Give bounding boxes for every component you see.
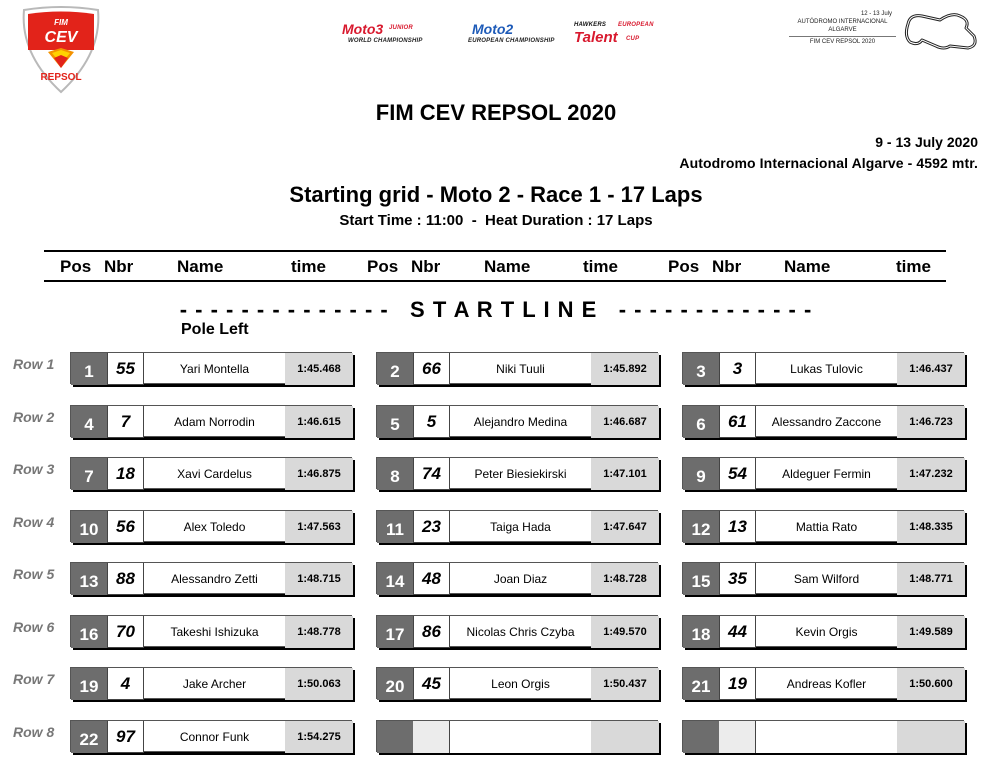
grid-position: 6 (683, 406, 719, 438)
rider-name: Jake Archer (182, 677, 247, 691)
grid-position: 21 (683, 668, 719, 700)
logo-cev-text: CEV (44, 29, 78, 46)
grid-position (683, 721, 719, 753)
col-header-pos-2: Pos (367, 257, 399, 276)
rider-name: Peter Biesiekirski (474, 467, 567, 481)
grid-slot (70, 667, 352, 699)
rider-number: 35 (719, 563, 756, 595)
grid-slot (376, 352, 658, 384)
slot-face (682, 405, 964, 437)
rider-name: Yari Montella (179, 362, 250, 376)
qualifying-time: 1:46.687 (591, 406, 659, 438)
rider-number: 45 (413, 668, 450, 700)
talent-logo-word: Talent (574, 29, 618, 46)
grid-position: 11 (377, 511, 413, 543)
row-label: Row 4 (13, 514, 55, 530)
rider-name: Alejandro Medina (473, 415, 568, 429)
grid-slot-empty (376, 720, 658, 752)
rider-number: 66 (413, 353, 450, 385)
column-header-row (44, 250, 946, 282)
rider-name: Alex Toledo (183, 520, 246, 534)
row-label: Row 2 (13, 409, 55, 425)
rider-name: Takeshi Ishizuka (170, 625, 259, 639)
talent-logo-top-right: EUROPEAN (618, 22, 654, 28)
event-dates: 9 - 13 July 2020 (875, 134, 978, 150)
rider-number: 3 (719, 353, 756, 385)
grid-slot (682, 667, 964, 699)
grid-position: 22 (71, 721, 107, 753)
rider-number: 7 (107, 406, 144, 438)
rider-name: Alessandro Zaccone (771, 415, 882, 429)
rider-number: 23 (413, 511, 450, 543)
rider-name: Nicolas Chris Czyba (466, 625, 575, 639)
logo-repsol-text: REPSOL (40, 72, 82, 83)
rider-name: Aldeguer Fermin (782, 467, 871, 481)
grid-slot (70, 615, 352, 647)
grid-position: 14 (377, 563, 413, 595)
slot-face (682, 615, 964, 647)
slot-face (70, 352, 352, 384)
rider-name: Joan Diaz (493, 572, 548, 586)
qualifying-time: 1:49.589 (897, 616, 965, 648)
qualifying-time: 1:47.647 (591, 511, 659, 543)
qualifying-time (897, 721, 965, 753)
grid-position: 20 (377, 668, 413, 700)
slot-face (682, 352, 964, 384)
col-header-nbr-3: Nbr (712, 257, 742, 276)
talent-logo-top-left: HAWKERS (574, 22, 607, 28)
col-header-name-3: Name (784, 257, 831, 276)
grid-slot (376, 405, 658, 437)
grid-slot (682, 615, 964, 647)
row-label: Row 7 (13, 671, 55, 687)
grid-slot (70, 720, 352, 752)
rider-number: 44 (719, 616, 756, 648)
slot-face (70, 667, 352, 699)
qualifying-time: 1:48.771 (897, 563, 965, 595)
grid-position: 18 (683, 616, 719, 648)
moto2-logo (468, 22, 564, 48)
qualifying-time: 1:47.101 (591, 458, 659, 490)
slot-face (682, 510, 964, 542)
slot-face (376, 562, 658, 594)
grid-position: 16 (71, 616, 107, 648)
row-label: Row 5 (13, 566, 55, 582)
col-header-name-1: Name (177, 257, 224, 276)
slot-face (70, 405, 352, 437)
col-header-name-2: Name (484, 257, 531, 276)
grid-position: 19 (71, 668, 107, 700)
slot-face (376, 510, 658, 542)
grid-slot-empty (682, 720, 964, 752)
rider-number: 5 (413, 406, 450, 438)
rider-name: Kevin Orgis (795, 625, 858, 639)
rider-number: 56 (107, 511, 144, 543)
grid-position: 10 (71, 511, 107, 543)
qualifying-time: 1:54.275 (285, 721, 353, 753)
qualifying-time: 1:50.600 (897, 668, 965, 700)
col-header-nbr-1: Nbr (104, 257, 134, 276)
rider-number: 61 (719, 406, 756, 438)
grid-slot (70, 457, 352, 489)
qualifying-time: 1:50.063 (285, 668, 353, 700)
grid-position: 4 (71, 406, 107, 438)
qualifying-time: 1:47.563 (285, 511, 353, 543)
rider-number: 13 (719, 511, 756, 543)
grid-position: 12 (683, 511, 719, 543)
grid-slot (376, 667, 658, 699)
grid-slot (376, 457, 658, 489)
grid-position: 9 (683, 458, 719, 490)
row-label: Row 8 (13, 724, 55, 740)
col-header-time-2: time (583, 257, 618, 276)
slot-face (376, 615, 658, 647)
qualifying-time: 1:46.615 (285, 406, 353, 438)
slot-face (682, 720, 964, 752)
slot-face (70, 510, 352, 542)
qualifying-time: 1:48.778 (285, 616, 353, 648)
slot-face (376, 405, 658, 437)
grid-slot (376, 615, 658, 647)
moto3-logo-word: Moto3 (342, 21, 384, 37)
row-label: Row 3 (13, 461, 55, 477)
logo-fim-text: FIM (54, 18, 68, 27)
grid-position: 3 (683, 353, 719, 385)
grid-position (377, 721, 413, 753)
rider-name: Adam Norrodin (174, 415, 255, 429)
grid-slot (70, 562, 352, 594)
col-header-pos-1: Pos (60, 257, 92, 276)
slot-face (70, 562, 352, 594)
qualifying-time: 1:45.468 (285, 353, 353, 385)
rider-name: Andreas Kofler (786, 677, 867, 691)
rider-name: Niki Tuuli (496, 362, 545, 376)
row-label: Row 6 (13, 619, 55, 635)
grid-position: 8 (377, 458, 413, 490)
moto3-logo (342, 22, 438, 48)
qualifying-time: 1:48.335 (897, 511, 965, 543)
rider-name: Connor Funk (179, 730, 250, 744)
qualifying-time: 1:47.232 (897, 458, 965, 490)
rider-number: 74 (413, 458, 450, 490)
rider-number: 97 (107, 721, 144, 753)
qualifying-time: 1:46.723 (897, 406, 965, 438)
grid-position: 2 (377, 353, 413, 385)
championship-logos (338, 22, 668, 52)
grid-slot (682, 352, 964, 384)
grid-slot (682, 510, 964, 542)
grid-slot (682, 562, 964, 594)
rider-number: 48 (413, 563, 450, 595)
grid-slot (70, 510, 352, 542)
talent-logo-suffix: CUP (626, 36, 640, 42)
qualifying-time: 1:48.715 (285, 563, 353, 595)
grid-slot (70, 352, 352, 384)
qualifying-time: 1:50.437 (591, 668, 659, 700)
circuit-info (785, 10, 900, 50)
qualifying-time: 1:48.728 (591, 563, 659, 595)
rider-name (756, 721, 897, 753)
rider-name: Leon Orgis (491, 677, 550, 691)
rider-number: 55 (107, 353, 144, 385)
rider-number: 18 (107, 458, 144, 490)
rider-number: 70 (107, 616, 144, 648)
rider-number (413, 721, 450, 753)
grid-position: 7 (71, 458, 107, 490)
grid-slot (376, 510, 658, 542)
rider-name: Xavi Cardelus (177, 467, 252, 481)
slot-face (682, 562, 964, 594)
slot-face (376, 457, 658, 489)
grid-position: 17 (377, 616, 413, 648)
slot-face (376, 667, 658, 699)
grid-position: 5 (377, 406, 413, 438)
startline-banner: - - - - - - - - - - - - - - S T A R T L I N E - - - - - - - - - - - - - (179, 297, 813, 322)
rider-number: 86 (413, 616, 450, 648)
grid-title: Starting grid - Moto 2 - Race 1 - 17 Laps (289, 182, 703, 207)
qualifying-time: 1:46.875 (285, 458, 353, 490)
circuit-info-dates: 12 - 13 July (860, 11, 892, 17)
slot-face (376, 352, 658, 384)
circuit-info-series: FIM CEV REPSOL 2020 (809, 39, 876, 46)
track-map-icon (900, 6, 982, 54)
page-title: FIM CEV REPSOL 2020 (375, 100, 617, 125)
grid-position: 13 (71, 563, 107, 595)
grid-position: 1 (71, 353, 107, 385)
slot-face (376, 720, 658, 752)
slot-face (70, 720, 352, 752)
moto2-logo-sub: EUROPEAN CHAMPIONSHIP (468, 38, 555, 44)
moto3-logo-suffix: JUNIOR (389, 25, 413, 31)
rider-name: Lukas Tulovic (790, 362, 863, 376)
cev-repsol-logo (18, 6, 104, 94)
col-header-time-3: time (896, 257, 931, 276)
col-header-nbr-2: Nbr (411, 257, 441, 276)
rider-number: 4 (107, 668, 144, 700)
rider-number: 54 (719, 458, 756, 490)
rider-name: Alessandro Zetti (171, 572, 258, 586)
rider-name: Mattia Rato (795, 520, 858, 534)
moto2-logo-word: Moto2 (472, 21, 514, 37)
rider-number: 19 (719, 668, 756, 700)
row-label: Row 1 (13, 356, 55, 372)
col-header-time-1: time (291, 257, 326, 276)
qualifying-time: 1:46.437 (897, 353, 965, 385)
grid-slot (682, 405, 964, 437)
event-venue: Autodromo Internacional Algarve - 4592 mtr. (679, 155, 978, 171)
slot-face (682, 667, 964, 699)
pole-side-label: Pole Left (181, 321, 249, 338)
rider-number (719, 721, 756, 753)
talent-cup-logo (574, 22, 666, 52)
rider-name: Taiga Hada (490, 520, 551, 534)
rider-name (450, 721, 591, 753)
grid-position: 15 (683, 563, 719, 595)
grid-slot (70, 405, 352, 437)
slot-face (70, 615, 352, 647)
col-header-pos-3: Pos (668, 257, 700, 276)
grid-slot (376, 562, 658, 594)
moto3-logo-sub: WORLD CHAMPIONSHIP (348, 38, 423, 44)
qualifying-time (591, 721, 659, 753)
grid-subtitle: Start Time : 11:00 - Heat Duration : 17 Laps (339, 212, 653, 229)
qualifying-time: 1:49.570 (591, 616, 659, 648)
slot-face (70, 457, 352, 489)
rider-name: Sam Wilford (793, 572, 860, 586)
grid-slot (682, 457, 964, 489)
circuit-info-name: AUTÓDROMO INTERNACIONAL ALGARVE (797, 19, 888, 34)
rider-number: 88 (107, 563, 144, 595)
qualifying-time: 1:45.892 (591, 353, 659, 385)
slot-face (682, 457, 964, 489)
